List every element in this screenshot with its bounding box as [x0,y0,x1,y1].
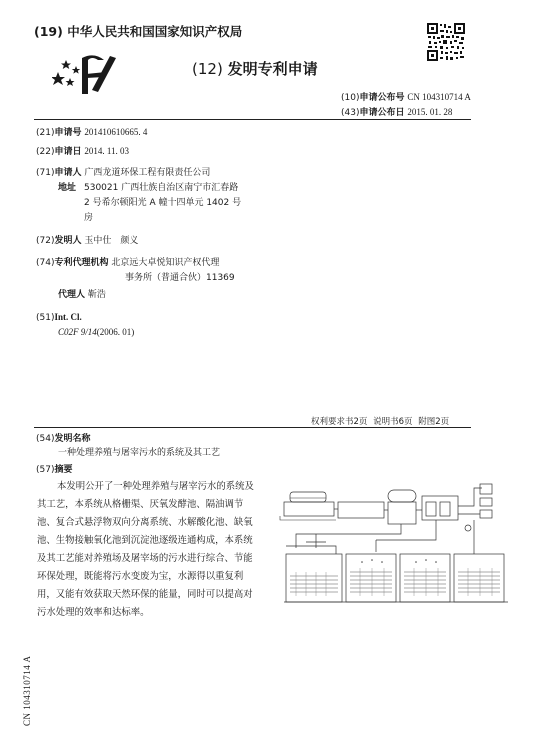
app-date-value: 2014. 11. 03 [84,146,130,156]
agency-label: 专利代理机构 [54,258,109,268]
app-no-label: 申请号 [54,128,82,138]
claims-count: 权利要求书2页 [311,417,368,427]
pub-no-value: CN 104310714 A [407,92,471,102]
pub-date-value: 2015. 01. 28 [407,107,453,117]
doc-type-label: 发明专利申请 [227,60,318,78]
system-schematic-drawing [276,476,522,622]
agency-code: (74) [36,258,55,268]
intcl-class: C02F 9/14 [58,327,97,337]
abstract-text: 本发明公开了一种处理养殖与屠宰污水的系统及其工艺，本系统从格栅渠、厌氧发酵池、隔油调节池、复合式悬浮物双向分离系统、水解酸化池、缺氧池、生物接触氧化池到沉淀池逐级连通构成，本系统及其工艺能对养殖场及屠宰场的污水进行综合、节能环保处理，既能将污水变废为宝，水源得以重复利用，又能有效获取天然环保的能量，同时可以提高对污水处理的效率和达标率。 [37,481,254,618]
drawings-count: 附图2页 [418,417,450,427]
inventor-value: 玉中仕 颜义 [84,236,139,246]
intcl-code: (51) [36,313,55,323]
intcl-classification [58,326,134,339]
office-name: 中华人民共和国国家知识产权局 [67,24,243,39]
body-divider [34,427,471,428]
intcl-version: (2006. 01) [96,327,135,337]
app-date-code: (22) [36,147,55,157]
address-label: 地址 [58,183,77,193]
qr-code-icon [426,22,466,62]
inventor-code: (72) [36,236,55,246]
applicant-value: 广西龙道环保工程有限责任公司 [84,168,211,178]
doc-type-code: (12) [192,60,223,78]
agent-row [58,289,106,301]
cnipa-logo-icon [52,50,120,96]
applicant-label: 申请人 [54,168,82,178]
address-line-3: 房 [84,213,94,223]
intcl-label: Int. Cl. [54,312,82,322]
agency-row [36,257,219,269]
app-no-code: (21) [36,128,55,138]
abstract-label: 摘要 [54,465,73,475]
office-header [34,22,242,40]
document-type [192,58,318,79]
intcl-row [36,311,82,324]
pub-no-code: (10) [341,93,360,103]
address-line-1: 530021 广西壮族自治区南宁市汇春路 [84,183,239,193]
applicant-row [36,167,210,179]
abstract-heading [36,464,73,476]
agency-line-1: 北京远大卓悦知识产权代理 [111,258,220,268]
pub-no-label: 申请公布号 [359,93,405,103]
publication-number-row [341,91,471,104]
address-line-2: 2 号希尔顿阳光 A 幢十四单元 1402 号 [84,198,242,208]
app-date-label: 申请日 [54,147,82,157]
app-no-value: 201410610665. 4 [84,127,148,137]
title-code: (54) [36,434,55,444]
title-heading [36,433,91,445]
inventor-label: 发明人 [54,236,82,246]
application-date-row [36,145,129,158]
agent-label: 代理人 [58,290,86,300]
pub-date-code: (43) [341,108,360,118]
agent-value: 靳浩 [87,290,106,300]
title-label: 发明名称 [54,434,91,444]
invention-title: 一种处理养殖与屠宰污水的系统及其工艺 [58,448,221,458]
applicant-code: (71) [36,168,55,178]
side-publication-number: CN 104310714 A [22,655,32,726]
publication-date-row [341,106,452,119]
pub-date-label: 申请公布日 [359,108,405,118]
header-divider [34,119,471,120]
abstract-code: (57) [36,465,55,475]
description-count: 说明书6页 [373,417,413,427]
agency-line-2: 事务所（普通合伙）11369 [125,273,235,283]
office-code: (19) [34,24,63,39]
inventor-row [36,235,138,247]
application-number-row [36,126,147,139]
